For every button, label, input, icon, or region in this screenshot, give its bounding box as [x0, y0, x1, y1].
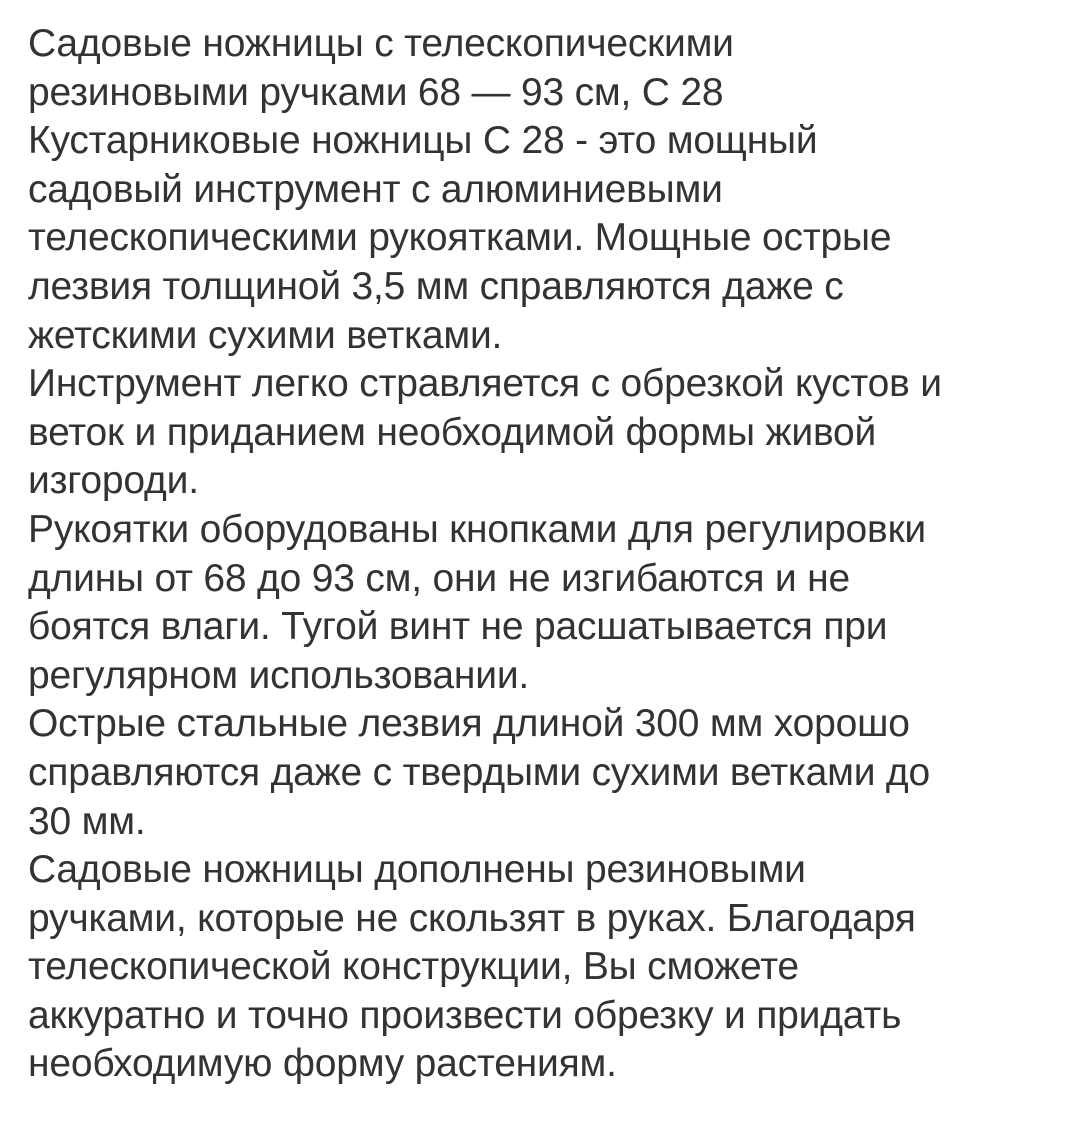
- description-line: боятся влаги. Тугой винт не расшатывается при: [28, 605, 888, 649]
- description-line: регулярном использовании.: [28, 653, 530, 697]
- description-line: 30 мм.: [28, 799, 146, 843]
- description-line: ручками, которые не скользят в руках. Благодаря: [28, 896, 916, 940]
- description-line: аккуратно и точно произвести обрезку и придать: [28, 993, 902, 1037]
- description-line: справляются даже с твердыми сухими ветками до: [28, 750, 930, 794]
- description-line: веток и приданием необходимой формы живой: [28, 410, 877, 454]
- description-line: необходимую форму растениям.: [28, 1042, 617, 1086]
- description-line: Рукоятки оборудованы кнопками для регулировки: [28, 507, 927, 551]
- description-line: телескопической конструкции, Вы сможете: [28, 945, 799, 989]
- description-line: изгороди.: [28, 459, 199, 503]
- description-line: длины от 68 до 93 см, они не изгибаются и не: [28, 556, 850, 600]
- description-line: садовый инструмент с алюминиевыми: [28, 167, 723, 211]
- description-line: жетскими сухими ветками.: [28, 313, 503, 357]
- description-line: Инструмент легко стравляется с обрезкой кустов и: [28, 362, 942, 406]
- description-line: Острые стальные лезвия длиной 300 мм хорошо: [28, 702, 910, 746]
- description-line: резиновыми ручками 68 — 93 см, С 28: [28, 70, 724, 114]
- description-line: телескопическими рукоятками. Мощные острые: [28, 216, 892, 260]
- description-line: лезвия толщиной 3,5 мм справляются даже с: [28, 264, 844, 308]
- description-line: Садовые ножницы с телескопическими: [28, 22, 734, 65]
- description-line: Кустарниковые ножницы С 28 - это мощный: [28, 119, 818, 163]
- description-line: Садовые ножницы дополнены резиновыми: [28, 848, 806, 892]
